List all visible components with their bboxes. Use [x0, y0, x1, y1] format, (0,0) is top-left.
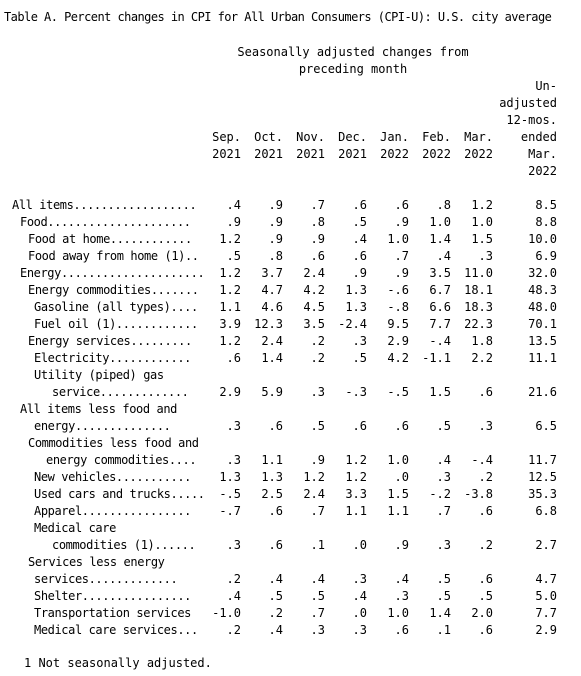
row-label: All items less food and	[20, 402, 177, 416]
table-cell: .8	[268, 249, 283, 263]
table-cell: 2.4	[303, 266, 325, 280]
table-cell: .6	[268, 504, 283, 518]
table-cell: .5	[436, 419, 451, 433]
table-cell: .5	[226, 249, 241, 263]
table-cell: .2	[226, 572, 241, 586]
table-cell: -.7	[219, 504, 241, 518]
table-cell: 1.0	[429, 215, 451, 229]
table-cell-unadjusted: 8.5	[535, 198, 557, 212]
table-cell: .6	[394, 623, 409, 637]
table-cell: 2.2	[471, 351, 493, 365]
row-label: Transportation services	[34, 606, 191, 620]
table-cell: .3	[226, 419, 241, 433]
table-cell: .2	[310, 334, 325, 348]
table-cell: .2	[226, 623, 241, 637]
column-header-month: Jan.	[380, 130, 409, 144]
table-cell: .4	[268, 572, 283, 586]
column-header-month: Feb.	[422, 130, 451, 144]
table-cell-unadjusted: 2.7	[535, 538, 557, 552]
table-cell: .4	[226, 589, 241, 603]
row-label: Gasoline (all types)....	[34, 300, 198, 314]
row-label-continued: services.............	[34, 572, 178, 586]
table-cell: 6.7	[429, 283, 451, 297]
table-cell: 2.4	[261, 334, 283, 348]
table-cell: 1.2	[303, 470, 325, 484]
row-label: Medical care	[34, 521, 116, 535]
table-title: Table A. Percent changes in CPI for All Urban Consumers (CPI-U): U.S. city average	[4, 10, 552, 24]
row-label: Used cars and trucks.....	[34, 487, 205, 501]
table-cell: .0	[352, 538, 367, 552]
table-cell: .9	[310, 453, 325, 467]
column-header-year: 2021	[212, 147, 241, 161]
table-cell: .9	[310, 232, 325, 246]
row-label-continued: energy commodities....	[46, 453, 197, 467]
table-cell: 1.1	[261, 453, 283, 467]
table-cell-unadjusted: 5.0	[535, 589, 557, 603]
table-cell: .3	[352, 572, 367, 586]
table-cell: 1.1	[387, 504, 409, 518]
table-cell: 3.3	[345, 487, 367, 501]
table-cell: .6	[478, 623, 493, 637]
table-cell: 1.2	[471, 198, 493, 212]
row-label: Energy.....................	[20, 266, 205, 280]
row-label-continued: energy..............	[34, 419, 171, 433]
table-cell: 18.3	[464, 300, 493, 314]
table-cell: 1.5	[471, 232, 493, 246]
table-cell-unadjusted: 48.0	[528, 300, 557, 314]
table-cell: 22.3	[464, 317, 493, 331]
unadjusted-header-line: ended	[520, 130, 557, 144]
table-cell: .3	[226, 538, 241, 552]
table-cell: .0	[352, 606, 367, 620]
table-cell: .3	[394, 589, 409, 603]
unadjusted-header-line: Un-	[535, 79, 557, 93]
table-cell: .2	[478, 470, 493, 484]
table-cell: 1.2	[219, 266, 241, 280]
table-cell: -.4	[429, 334, 451, 348]
table-cell: .8	[436, 198, 451, 212]
table-cell-unadjusted: 4.7	[535, 572, 557, 586]
table-cell: 1.2	[219, 232, 241, 246]
table-cell: -1.1	[422, 351, 451, 365]
table-cell: 1.3	[345, 283, 367, 297]
table-cell: .7	[310, 606, 325, 620]
column-header-month: Nov.	[296, 130, 325, 144]
table-cell: .6	[352, 249, 367, 263]
column-header-year: 2021	[338, 147, 367, 161]
table-cell: .7	[436, 504, 451, 518]
table-cell: 1.4	[261, 351, 283, 365]
footnote: 1 Not seasonally adjusted.	[24, 656, 212, 670]
table-cell: -.4	[471, 453, 493, 467]
table-cell: -.8	[387, 300, 409, 314]
table-cell: .9	[394, 266, 409, 280]
row-label: Services less energy	[28, 555, 165, 569]
table-cell: .5	[478, 589, 493, 603]
table-cell: .6	[268, 419, 283, 433]
table-cell: 4.7	[261, 283, 283, 297]
table-cell: .6	[394, 198, 409, 212]
table-cell: 4.6	[261, 300, 283, 314]
table-cell: .6	[478, 572, 493, 586]
table-cell: -.5	[387, 385, 409, 399]
table-cell: .2	[478, 538, 493, 552]
column-header-year: 2022	[464, 147, 493, 161]
table-cell: 2.5	[261, 487, 283, 501]
table-cell-unadjusted: 48.3	[528, 283, 557, 297]
table-cell: 4.2	[303, 283, 325, 297]
table-cell-unadjusted: 11.1	[528, 351, 557, 365]
table-cell: 3.7	[261, 266, 283, 280]
column-header-year: 2022	[380, 147, 409, 161]
table-cell: .6	[310, 249, 325, 263]
table-cell: 1.0	[387, 453, 409, 467]
table-cell: .4	[268, 623, 283, 637]
column-header-month: Mar.	[464, 130, 493, 144]
table-cell: 1.2	[219, 283, 241, 297]
table-cell-unadjusted: 6.9	[535, 249, 557, 263]
row-label: Food.....................	[20, 215, 191, 229]
table-cell-unadjusted: 6.8	[535, 504, 557, 518]
row-label-continued: commodities (1)......	[52, 538, 196, 552]
table-cell-unadjusted: 7.7	[535, 606, 557, 620]
table-cell: .9	[226, 215, 241, 229]
table-cell: .6	[352, 198, 367, 212]
table-cell: .5	[310, 589, 325, 603]
table-cell: .7	[394, 249, 409, 263]
table-cell: 4.5	[303, 300, 325, 314]
column-header-month: Oct.	[254, 130, 283, 144]
table-cell-unadjusted: 6.5	[535, 419, 557, 433]
row-label: New vehicles...........	[34, 470, 191, 484]
table-cell: .2	[268, 606, 283, 620]
column-header-month: Dec.	[338, 130, 367, 144]
table-cell: .9	[394, 215, 409, 229]
row-label: Food at home............	[28, 232, 192, 246]
table-cell: .7	[310, 504, 325, 518]
table-cell: .3	[478, 249, 493, 263]
row-label: Energy services.........	[28, 334, 192, 348]
row-label: Medical care services...	[34, 623, 198, 637]
table-cell: .9	[268, 198, 283, 212]
table-cell: 3.5	[303, 317, 325, 331]
table-cell: 4.2	[387, 351, 409, 365]
column-header-year: 2021	[296, 147, 325, 161]
table-cell: .6	[226, 351, 241, 365]
row-label: Commodities less food and	[28, 436, 199, 450]
table-cell-unadjusted: 11.7	[528, 453, 557, 467]
table-cell: .4	[310, 572, 325, 586]
table-cell: 2.9	[219, 385, 241, 399]
table-cell: .5	[436, 589, 451, 603]
table-cell: .3	[310, 623, 325, 637]
row-label: Utility (piped) gas	[34, 368, 164, 382]
table-cell: .8	[310, 215, 325, 229]
table-cell: 3.5	[429, 266, 451, 280]
table-cell-unadjusted: 13.5	[528, 334, 557, 348]
table-cell: .6	[478, 504, 493, 518]
table-cell: .3	[436, 538, 451, 552]
column-header-year: 2021	[254, 147, 283, 161]
table-cell: 1.3	[219, 470, 241, 484]
row-label-continued: service.............	[52, 385, 189, 399]
row-label: Apparel................	[34, 504, 191, 518]
unadjusted-header-line: 2022	[528, 164, 557, 178]
table-cell: 1.0	[471, 215, 493, 229]
table-cell-unadjusted: 10.0	[528, 232, 557, 246]
table-cell: 1.5	[387, 487, 409, 501]
table-cell: .6	[394, 419, 409, 433]
table-cell: .5	[436, 572, 451, 586]
unadjusted-header-line: adjusted	[499, 96, 557, 110]
table-cell: .1	[310, 538, 325, 552]
table-cell: .3	[436, 470, 451, 484]
table-cell-unadjusted: 12.5	[528, 470, 557, 484]
column-header-month: Sep.	[212, 130, 241, 144]
row-label: Shelter................	[34, 589, 191, 603]
table-cell: -.5	[219, 487, 241, 501]
table-cell: -2.4	[338, 317, 367, 331]
table-cell: 1.0	[387, 606, 409, 620]
table-cell: -.3	[345, 385, 367, 399]
table-cell: 9.5	[387, 317, 409, 331]
table-cell: .3	[310, 385, 325, 399]
table-cell: .3	[352, 623, 367, 637]
table-cell: .5	[352, 351, 367, 365]
table-cell: .3	[226, 453, 241, 467]
table-cell: .4	[226, 198, 241, 212]
table-cell: .6	[268, 538, 283, 552]
table-cell: 1.4	[429, 232, 451, 246]
table-cell: 1.2	[345, 470, 367, 484]
table-cell: -.6	[387, 283, 409, 297]
row-label: Electricity............	[34, 351, 191, 365]
table-cell: .4	[352, 589, 367, 603]
row-label: Energy commodities.......	[28, 283, 199, 297]
row-label: Food away from home (1)..	[28, 249, 199, 263]
table-cell-unadjusted: 2.9	[535, 623, 557, 637]
table-cell: .1	[436, 623, 451, 637]
table-cell: .6	[352, 419, 367, 433]
row-label: Fuel oil (1)............	[34, 317, 198, 331]
column-header-year: 2022	[422, 147, 451, 161]
table-cell: .9	[394, 538, 409, 552]
table-cell: 1.1	[345, 504, 367, 518]
table-cell: .4	[436, 249, 451, 263]
table-cell-unadjusted: 35.3	[528, 487, 557, 501]
table-cell: 2.4	[303, 487, 325, 501]
table-cell: 1.1	[219, 300, 241, 314]
table-cell: .4	[352, 232, 367, 246]
table-cell: .5	[310, 419, 325, 433]
table-cell: 18.1	[464, 283, 493, 297]
row-label: All items..................	[12, 198, 197, 212]
table-cell: 1.0	[387, 232, 409, 246]
table-cell: .9	[268, 232, 283, 246]
table-cell: .9	[352, 266, 367, 280]
table-cell: 7.7	[429, 317, 451, 331]
table-cell: 2.0	[471, 606, 493, 620]
table-cell: .4	[394, 572, 409, 586]
table-cell: 1.5	[429, 385, 451, 399]
table-cell: .9	[268, 215, 283, 229]
unadjusted-header-line: 12-mos.	[506, 113, 557, 127]
table-cell-unadjusted: 32.0	[528, 266, 557, 280]
seasonally-adjusted-subheading: preceding month	[298, 62, 408, 76]
table-cell: .5	[268, 589, 283, 603]
table-cell: 1.2	[219, 334, 241, 348]
table-cell: 1.3	[261, 470, 283, 484]
table-cell: 1.2	[345, 453, 367, 467]
table-cell: -3.8	[464, 487, 493, 501]
table-cell-unadjusted: 21.6	[528, 385, 557, 399]
table-cell: 6.6	[429, 300, 451, 314]
table-cell: -.2	[429, 487, 451, 501]
table-cell: .3	[352, 334, 367, 348]
table-cell: 5.9	[261, 385, 283, 399]
table-cell: .6	[478, 385, 493, 399]
table-cell: 3.9	[219, 317, 241, 331]
unadjusted-header-line: Mar.	[528, 147, 557, 161]
seasonally-adjusted-heading: Seasonally adjusted changes from	[237, 45, 469, 59]
table-cell: 12.3	[254, 317, 283, 331]
table-cell: 11.0	[464, 266, 493, 280]
table-cell: 1.3	[345, 300, 367, 314]
table-cell: .4	[436, 453, 451, 467]
table-cell: .7	[310, 198, 325, 212]
table-cell: 2.9	[387, 334, 409, 348]
table-cell: .3	[478, 419, 493, 433]
table-cell-unadjusted: 8.8	[535, 215, 557, 229]
table-cell-unadjusted: 70.1	[528, 317, 557, 331]
table-cell: 1.4	[429, 606, 451, 620]
table-cell: .0	[394, 470, 409, 484]
table-cell: 1.8	[471, 334, 493, 348]
table-cell: .5	[352, 215, 367, 229]
table-cell: .2	[310, 351, 325, 365]
table-cell: -1.0	[212, 606, 241, 620]
